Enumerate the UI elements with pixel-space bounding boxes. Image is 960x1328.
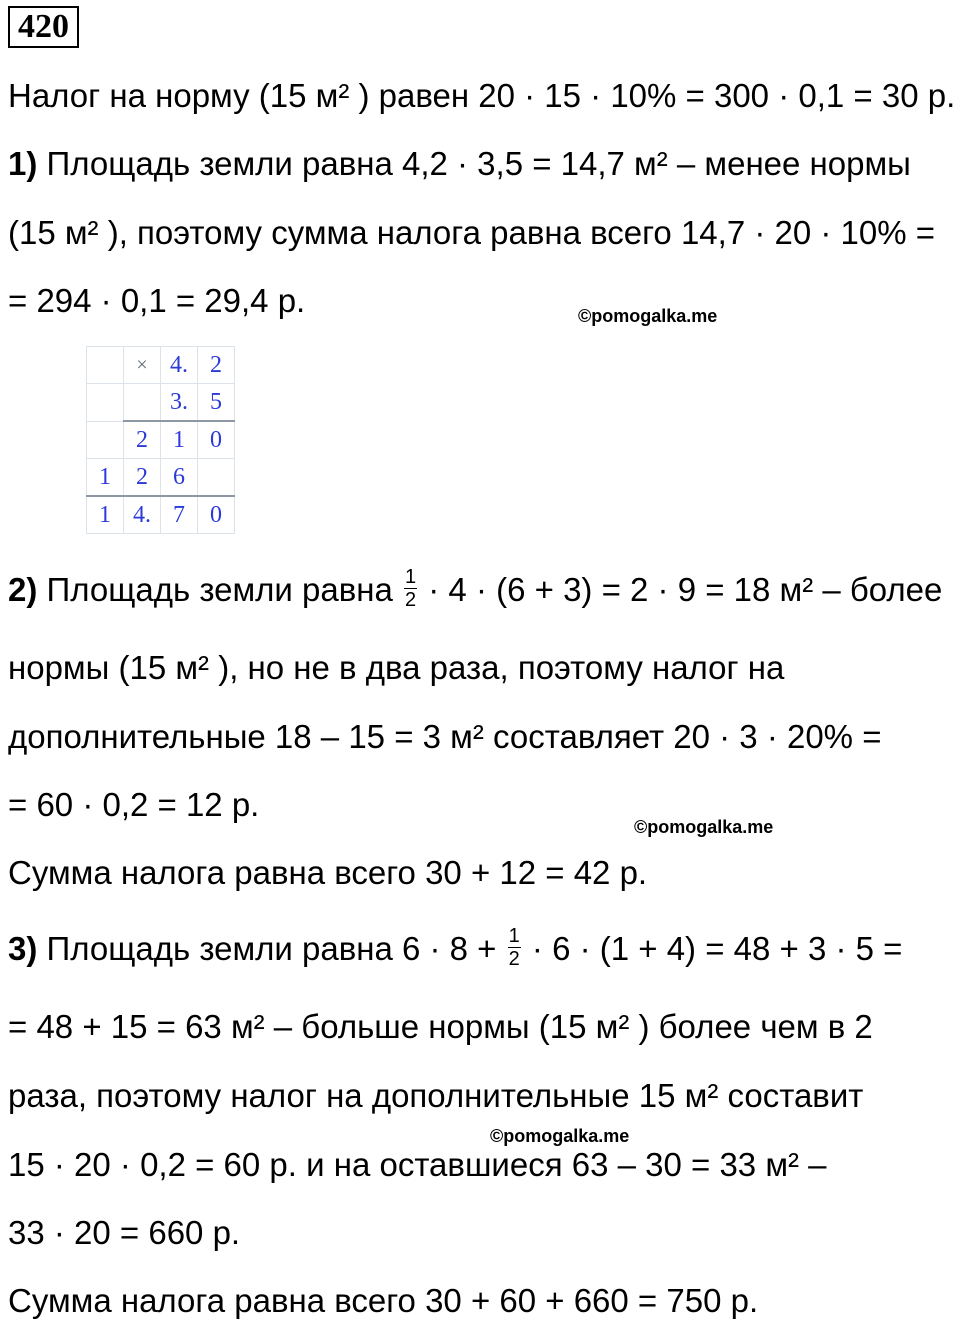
watermark: ©pomogalka.me xyxy=(578,306,718,326)
text-line-14: 33 · 20 = 660 р. xyxy=(8,1214,241,1251)
text-line-4: = 294 · 0,1 = 29,4 р. xyxy=(8,282,306,319)
calc-cell xyxy=(87,421,124,459)
calc-cell xyxy=(87,384,124,422)
fraction-half xyxy=(508,925,521,970)
fraction-half xyxy=(404,566,417,611)
fraction-numerator: 1 xyxy=(508,925,520,947)
calc-cell: 4. xyxy=(124,496,161,534)
text-line-10 xyxy=(8,925,903,974)
text-line-15: Сумма налога равна всего 30 + 60 + 660 = 750 р. xyxy=(8,1282,759,1319)
text-line-8: = 60 · 0,2 = 12 р. xyxy=(8,786,260,823)
part-2-text: Площадь земли равна xyxy=(37,571,402,609)
part-2-label: 2) xyxy=(8,571,38,609)
fraction-denominator: 2 xyxy=(404,589,417,611)
part-1-text: Площадь земли равна 4,2 · 3,5 = 14,7 м² – менее нормы xyxy=(37,145,911,182)
calc-cell: 7 xyxy=(161,496,198,534)
multiply-sign: × xyxy=(124,347,161,384)
calc-cell: 0 xyxy=(198,496,235,534)
text-line-11: = 48 + 15 = 63 м² – больше нормы (15 м² ) более чем в 2 xyxy=(8,1008,873,1045)
calc-cell: 2 xyxy=(198,347,235,384)
text-line-7: дополнительные 18 – 15 = 3 м² составляет 20 · 3 · 20% = xyxy=(8,718,882,755)
task-number: 420 xyxy=(8,6,79,48)
calc-cell: 1 xyxy=(161,421,198,459)
text-line-5 xyxy=(8,566,943,615)
calc-cell xyxy=(87,347,124,384)
fraction-denominator: 2 xyxy=(508,948,520,970)
calc-cell: 2 xyxy=(124,459,161,497)
text-line-2 xyxy=(8,144,911,184)
calc-cell: 0 xyxy=(198,421,235,459)
calc-cell: 1 xyxy=(87,459,124,497)
fraction-numerator: 1 xyxy=(404,566,417,588)
part-3-text: Площадь земли равна 6 · 8 + xyxy=(37,930,506,968)
multiplication-column xyxy=(86,346,235,534)
text-line-1: Налог на норму (15 м² ) равен 20 · 15 · 10% = 300 · 0,1 = 30 р. xyxy=(8,77,956,114)
calc-cell xyxy=(124,384,161,422)
calc-cell: 4. xyxy=(161,347,198,384)
text-line-12: раза, поэтому налог на дополнительные 15 м² составит xyxy=(8,1077,864,1114)
watermark: ©pomogalka.me xyxy=(634,817,774,837)
calc-cell: 6 xyxy=(161,459,198,497)
text-line-6: нормы (15 м² ), но не в два раза, поэтому налог на xyxy=(8,649,785,686)
part-3-text-cont: · 6 · (1 + 4) = 48 + 3 · 5 = xyxy=(522,930,903,968)
calc-cell: 2 xyxy=(124,421,161,459)
text-line-3: (15 м² ), поэтому сумма налога равна всего 14,7 · 20 · 10% = xyxy=(8,214,936,251)
text-line-13: 15 · 20 · 0,2 = 60 р. и на оставшиеся 63 – 30 = 33 м² – xyxy=(8,1146,827,1183)
part-3-label: 3) xyxy=(8,930,38,968)
part-2-text-cont: · 4 · (6 + 3) = 2 · 9 = 18 м² – более xyxy=(419,571,943,609)
watermark: ©pomogalka.me xyxy=(490,1126,630,1146)
calc-cell: 1 xyxy=(87,496,124,534)
calc-cell: 3. xyxy=(161,384,198,422)
calc-cell xyxy=(198,459,235,497)
text-line-9: Сумма налога равна всего 30 + 12 = 42 р. xyxy=(8,854,648,891)
part-1-label: 1) xyxy=(8,145,38,182)
calc-cell: 5 xyxy=(198,384,235,422)
